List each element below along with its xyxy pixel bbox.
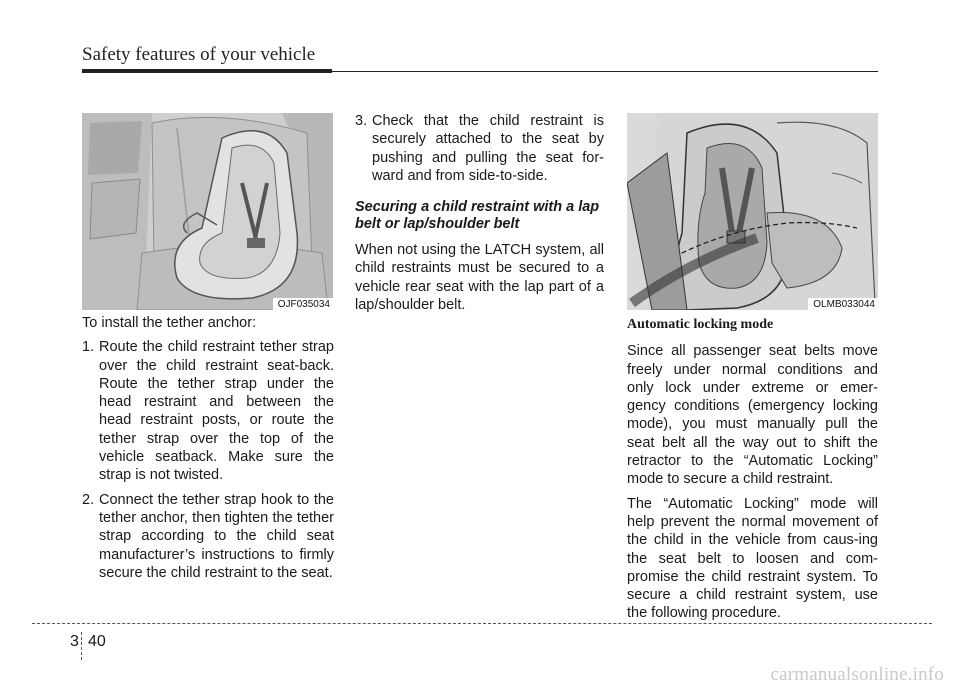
- page-number: 40: [88, 633, 106, 650]
- step-3: [355, 112, 604, 185]
- step-number: 2.: [82, 491, 95, 508]
- footer-divider: [81, 632, 82, 660]
- chapter-number: 3: [70, 633, 79, 650]
- seat-belt-illustration: [627, 113, 878, 310]
- figure-child-seat-belt: [627, 113, 878, 310]
- figure-code-label: OLMB033044: [808, 298, 878, 310]
- figure-code-label: OJF035034: [273, 298, 333, 310]
- column-1: [82, 314, 334, 588]
- step-number: 3.: [355, 113, 368, 129]
- page-header-title: Safety features of your vehicle: [82, 44, 316, 65]
- figure-child-seat-installed: [82, 113, 333, 310]
- column-2: [355, 112, 604, 320]
- step-number: 1.: [82, 339, 95, 356]
- section-subheading: Securing a child restraint with a lap belt or lap/shoulder belt: [355, 199, 600, 233]
- lap-belt-paragraph: When not using the LATCH system, all child restraints must be secured to a vehicle rear seat with the lap part of a lap/shoulder belt.: [355, 242, 604, 314]
- footer-rule: [32, 623, 932, 624]
- automatic-locking-paragraph-1: Since all passenger seat belts move freely under normal conditions and only lock under extreme or emer-gency conditions (emergency locking mode), you must manually pull the seat belt all the way out to shift the retractor to the “Automatic Locking” mode to secure a child restraint.: [627, 343, 878, 488]
- step-text: Route the child restraint tether strap over the child restraint seat-back. Route the tether strap under the head restraint and between the head restraint posts, or route the tether strap over the top of the vehicle seatback. Make sure the strap is not twisted.: [99, 339, 334, 484]
- child-seat-illustration: [82, 113, 333, 310]
- automatic-locking-heading: Automatic locking mode: [627, 317, 774, 332]
- step-1: [82, 338, 334, 484]
- tether-intro: To install the tether anchor:: [82, 315, 257, 331]
- column-3: [627, 316, 878, 629]
- step-text: Check that the child restraint is securely attached to the seat by pushing and pulling the seat for-ward and from side-to-side.: [372, 113, 604, 184]
- step-text: Connect the tether strap hook to the tether anchor, then tighten the tether strap according to the child seat manufacturer’s instructions to firmly secure the child restraint to the seat.: [99, 491, 334, 581]
- header-rule-thin: [332, 71, 878, 72]
- step-2: [82, 491, 334, 582]
- header-rule-thick: [82, 69, 332, 73]
- automatic-locking-paragraph-2: The “Automatic Locking” mode will help prevent the normal movement of the child in the vehicle from caus-ing the seat belt to loosen and com-promise the child restraint system. To secure a child restraint system, use the following procedure.: [627, 495, 878, 622]
- watermark: carmanualsonline.info: [770, 664, 944, 685]
